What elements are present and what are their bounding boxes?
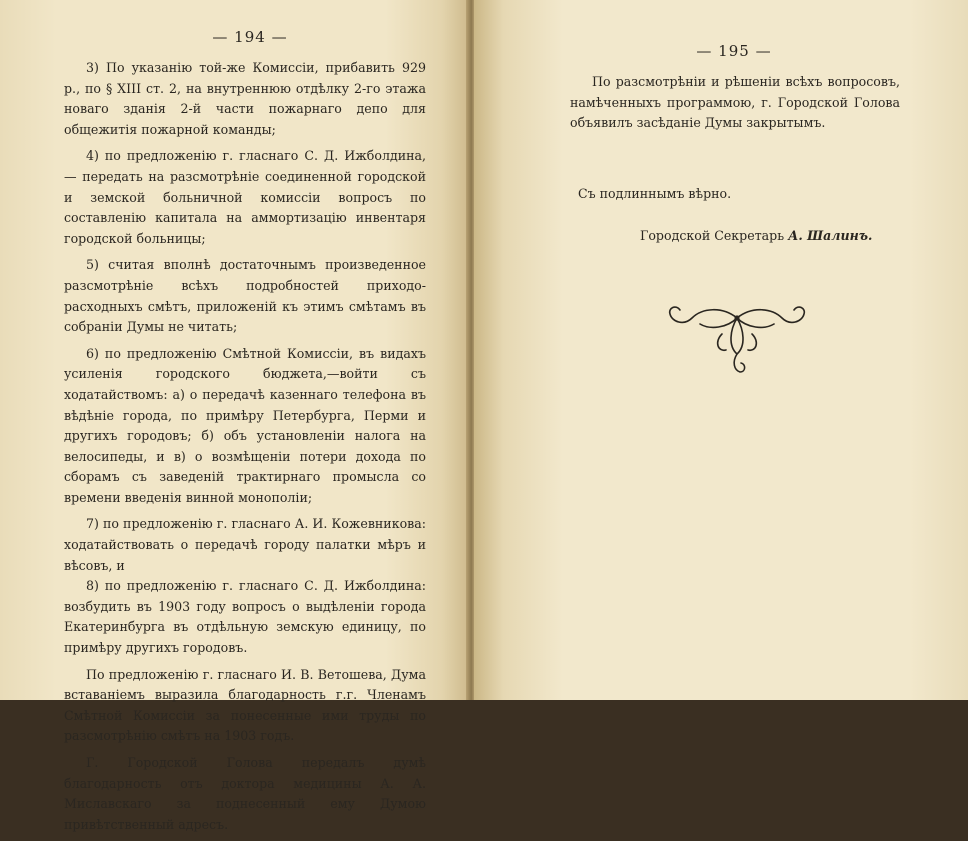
paragraph-item-4: 4) по предложенію г. гласнаго С. Д. Ижболдина, — передать на разсмотрѣніе соединенной городской и земской больничной комиссіи вопросъ по составленію капитала на аммортизацію инвентаря городской больницы; xyxy=(64,148,426,246)
paragraph-gratitude-commission: По предложенію г. гласнаго И. В. Ветошева, Дума вставаніемъ выразила благодарность г.г. Членамъ Смѣтной Комиссіи за понесенные ими труды по разсмотрѣнію смѣтъ на 1903 годъ. xyxy=(64,666,426,744)
signature-title: Городской Секретарь xyxy=(640,228,785,243)
paragraph-item-5: 5) считая вполнѣ достаточнымъ произведенное разсмотрѣніе всѣхъ подробностей приходо-расходныхъ смѣтъ, приложеній къ этимъ смѣтамъ въ собраніи Думы не читать; xyxy=(64,257,426,335)
right-page xyxy=(474,0,968,700)
page-number-right: — 195 — xyxy=(696,42,772,60)
closing-paragraph: По разсмотрѣніи и рѣшеніи всѣхъ вопросовъ, намѣченныхъ программою, г. Городской Голова объявилъ засѣданіе Думы закрытымъ. xyxy=(570,74,900,131)
paragraph-gratitude-address: Г. Городской Голова передалъ думѣ благодарность отъ доктора медицины А. А. Миславскаго за поднесенный ему Думою привѣтственный адресъ. xyxy=(64,755,426,832)
flourish-ornament-icon xyxy=(662,298,812,378)
paragraph-item-8: 8) по предложенію г. гласнаго С. Д. Ижболдина: возбудить въ 1903 году вопросъ о выдѣленіи города Екатеринбурга въ отдѣльную земскую единицу, по примѣру другихъ городовъ. xyxy=(64,578,426,656)
right-page-body xyxy=(570,72,900,134)
signature-line xyxy=(640,228,872,243)
paragraph-item-6: 6) по предложенію Смѣтной Комиссіи, въ видахъ усиленія городского бюджета,—войти съ ходатайствомъ: а) о передачѣ казеннаго телефона въ вѣдѣніе города, по примѣру Петербурга, Перми и другихъ городовъ; б) объ установленіи налога на велосипеды, и в) о возмѣщеніи потери дохода по сборамъ съ заведеній трактирнаго промысла со времени введенія винной монополіи; xyxy=(64,345,426,505)
certified-copy-line: Съ подлиннымъ вѣрно. xyxy=(578,186,732,201)
left-page-body xyxy=(64,58,426,841)
signature-name: А. Шалинъ. xyxy=(788,228,873,243)
paragraph-item-3: 3) По указанію той-же Комиссіи, прибавить 929 р., по § XIII ст. 2, на внутреннюю отдѣлку 2-го этажа новаго зданія 2-й части пожарнаго депо для общежитія пожарной команды; xyxy=(64,60,426,137)
left-page xyxy=(0,0,470,832)
paragraph-item-7: 7) по предложенію г. гласнаго А. И. Кожевникова: ходатайствовать о передачѣ городу палатки мѣръ и вѣсовъ, и xyxy=(64,516,426,573)
page-number-left: — 194 — xyxy=(212,28,288,46)
